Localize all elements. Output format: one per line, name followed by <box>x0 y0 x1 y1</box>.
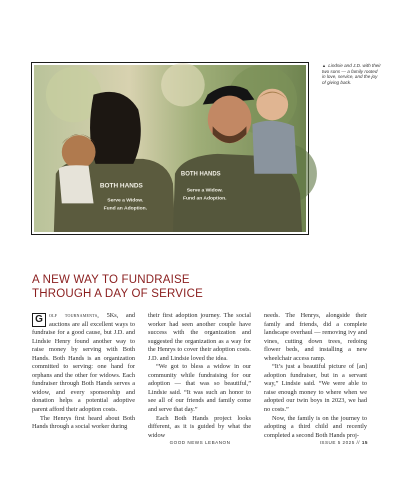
paragraph: Each Both Hands project looks different, as it is guided by what the widow <box>148 414 251 439</box>
paragraph: needs. The Henrys, alongside their family and friends, did a complete landscape overhaul — removing ivy and vines, cutting down trees, redoing flower beds, and installing a new wheelchair access ramp. <box>264 312 367 362</box>
article-body <box>32 312 368 439</box>
caption-text: Lindsie and J.D. with their two sons — a family rooted in love, service, and the joy of giving back. <box>322 63 381 85</box>
toddler-right-head <box>256 89 288 121</box>
svg-text:Serve a Widow.: Serve a Widow. <box>107 198 144 204</box>
svg-text:Fund an Adoption.: Fund an Adoption. <box>103 206 148 212</box>
issue-info <box>320 440 368 445</box>
paragraph <box>32 312 135 415</box>
paragraph: “It’s just a beautiful picture of [an] adoption fundraiser, but in a servant way,” Lindsie said. “We were able to raise enough money to where when we adopted our twin boys in 2023, we had no costs.” <box>264 363 367 414</box>
toddler-left-head <box>62 135 96 169</box>
photo-caption <box>322 63 382 85</box>
man-head <box>208 96 252 143</box>
paragraph: their first adoption journey. The social worker had seen another couple have success with the organization and suggested the organization as a way for the Henrys to cover their adoption costs. J.D. and Lindsie loved the idea. <box>148 312 251 362</box>
toddler-left-shirt <box>59 165 94 203</box>
headline-line-2: THROUGH A DAY OF SERVICE <box>32 287 203 300</box>
caption-marker-icon: ▲ <box>322 63 326 68</box>
article-column-1 <box>32 312 135 431</box>
headline-line-1: A NEW WAY TO FUNDRAISE <box>32 273 190 286</box>
svg-text:BOTH HANDS: BOTH HANDS <box>99 182 143 190</box>
feature-photo <box>31 62 309 235</box>
page-number: 15 <box>361 440 368 445</box>
paragraph: Now, the family is on the journey to adopting a third child and recently completed a second Both Hands proj- <box>264 414 367 439</box>
svg-text:Serve a Widow.: Serve a Widow. <box>186 188 223 194</box>
drop-cap: G <box>32 313 46 327</box>
svg-text:BOTH HANDS: BOTH HANDS <box>180 171 221 178</box>
lead-in: olf tournaments, <box>49 312 100 319</box>
article-column-2 <box>148 312 251 439</box>
woman-hair <box>90 92 141 164</box>
issue-label: ISSUE 5 2025 // <box>319 440 361 445</box>
svg-text:Fund an Adoption.: Fund an Adoption. <box>182 196 227 202</box>
paragraph: The Henrys first heard about Both Hands through a social worker during <box>32 414 135 431</box>
family-photo-illustration <box>34 65 306 232</box>
paragraph: “We got to bless a widow in our community while fundraising for our adoption — that was so beautiful,” Lindsie said. “It was such an honor to see all of our friends and family come and serve that day.” <box>148 363 251 414</box>
article-column-3 <box>264 312 367 439</box>
publication-name: GOOD NEWS LEBANON <box>169 440 231 445</box>
toddler-right-shirt <box>252 121 297 174</box>
paragraph-text: 5Ks, and auctions are all excellent ways to fundraise for a good cause, but J.D. and Lindsie Henry found another way to raise money by serving with Both Hands. Both Hands is an organization committed to serving: one hand for orphans and the other for widows. Each fundraiser through Both Hands serves a widow, and every sponsorship and donation helps a potential adoptive parent afford their adoption costs. <box>32 312 135 414</box>
article-headline <box>32 273 292 301</box>
